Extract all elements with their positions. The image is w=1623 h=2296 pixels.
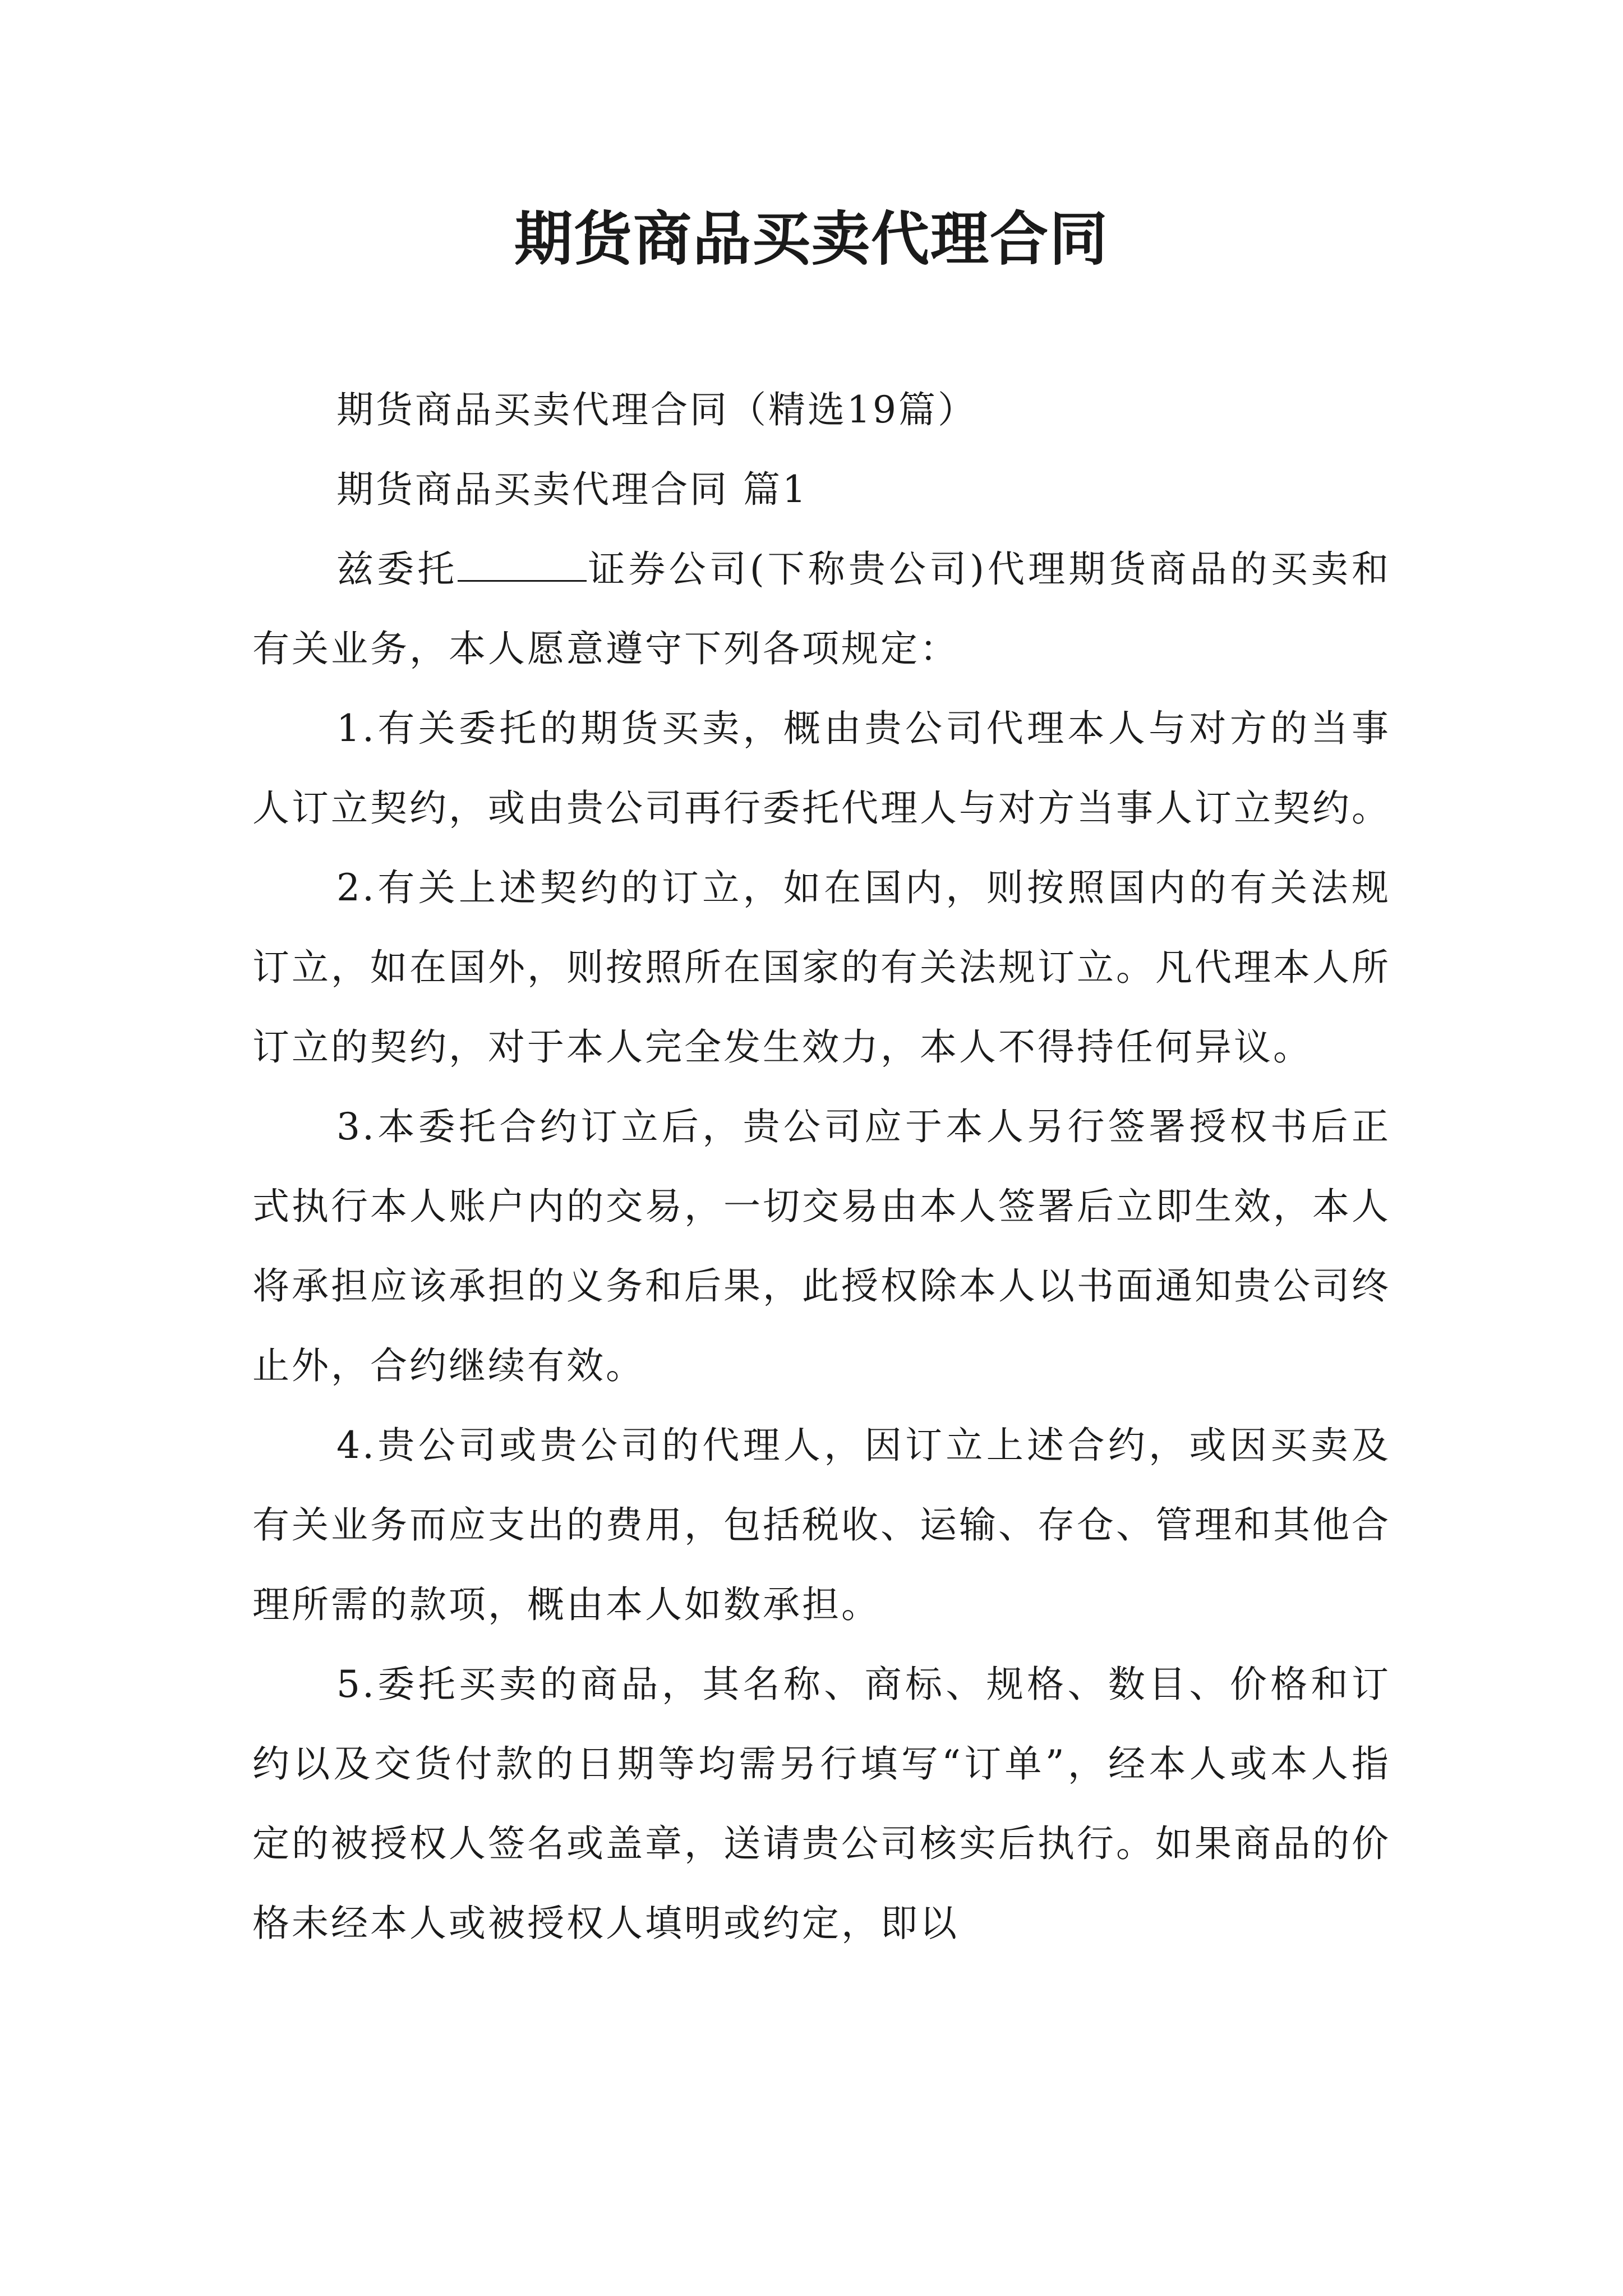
document-title: 期货商品买卖代理合同 xyxy=(514,204,1109,273)
intro-paragraph xyxy=(252,530,1391,689)
document-body xyxy=(252,370,1391,1963)
section-heading: 期货商品买卖代理合同 篇1 xyxy=(336,468,808,511)
clause-paragraph: 5.委托买卖的商品，其名称、商标、规格、数目、价格和订约以及交货付款的日期等均需另行填写“订单”，经本人或本人指定的被授权人签名或盖章，送请贵公司核实后执行。如果商品的价格未经本人或被授权人填明或约定，即以 xyxy=(252,1663,1391,1945)
intro-text-before-blank: 兹委托 xyxy=(336,547,458,591)
clause-paragraph: 3.本委托合约订立后，贵公司应于本人另行签署授权书后正式执行本人账户内的交易，一切交易由本人签署后立即生效，本人将承担应该承担的义务和后果，此授权除本人以书面通知贵公司终止外，合约继续有效。 xyxy=(252,1105,1391,1387)
document-subtitle: 期货商品买卖代理合同（精选19篇） xyxy=(336,388,977,431)
fill-in-blank xyxy=(458,549,587,582)
clause-paragraph: 4.贵公司或贵公司的代理人，因订立上述合约，或因买卖及有关业务而应支出的费用，包括税收、运输、存仓、管理和其他合理所需的款项，概由本人如数承担。 xyxy=(252,1424,1391,1626)
clause-paragraph: 1.有关委托的期货买卖，概由贵公司代理本人与对方的当事人订立契约，或由贵公司再行委托代理人与对方当事人订立契约。 xyxy=(252,707,1391,830)
intro-text-after-blank: 证券公司(下称贵公司)代理期货商品的买卖和有关业务，本人愿意遵守下列各项规定： xyxy=(252,547,1391,670)
clause-paragraph: 2.有关上述契约的订立，如在国内，则按照国内的有关法规订立，如在国外，则按照所在国家的有关法规订立。凡代理本人所订立的契约，对于本人完全发生效力，本人不得持任何异议。 xyxy=(252,866,1391,1069)
